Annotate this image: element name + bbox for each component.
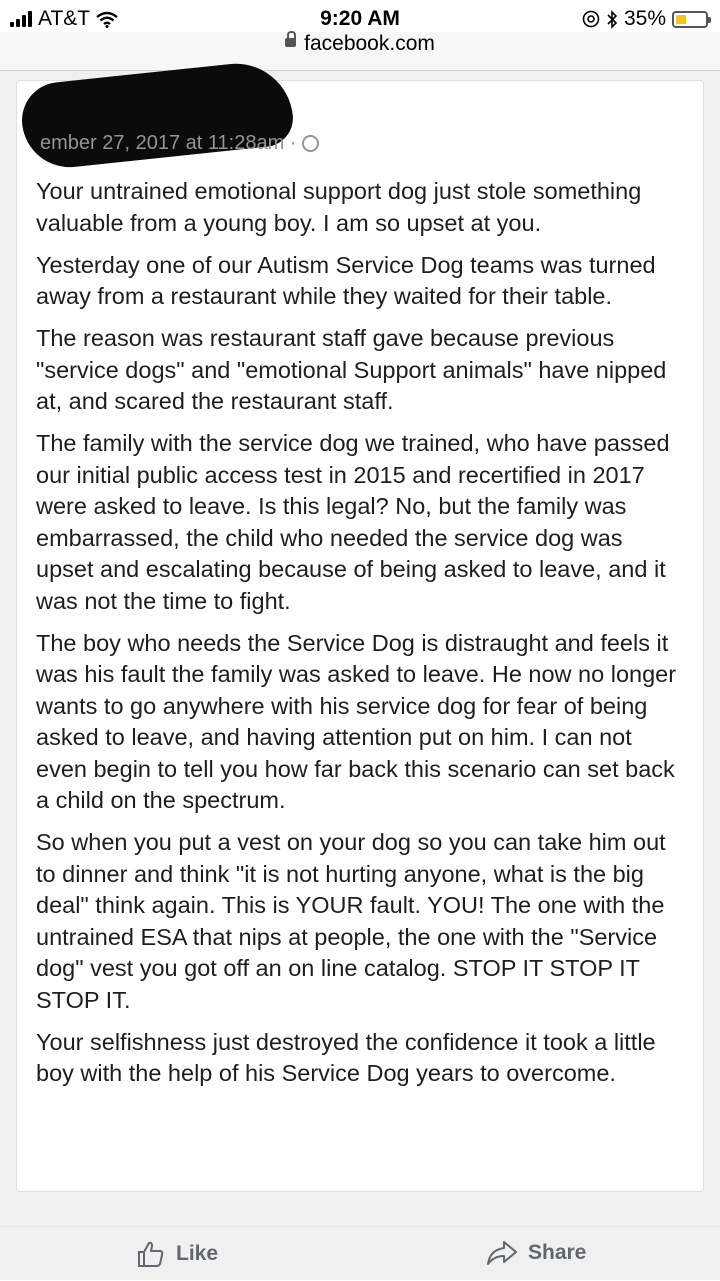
at-icon — [582, 10, 600, 28]
action-bar — [0, 1226, 720, 1281]
thumbs-up-icon — [136, 1239, 166, 1269]
status-bar — [0, 0, 720, 36]
post-paragraph: The boy who needs the Service Dog is distraught and feels it was his fault the family was asked to leave. He now no longer wants to go anywhere with his service dog for fear of being asked to leave, and having attention put on him. I can not even begin to tell you how far back this scenario can set back a child on the spectrum. — [36, 629, 677, 813]
status-right — [582, 7, 708, 31]
post-paragraph: The family with the service dog we trained, who have passed our initial public access test in 2015 and recertified in 2017 were asked to leave. Is this legal? No, but the family was embarrassed, the child who needed the service dog was upset and escalating because of being asked to leave, and it was not the time to fight. — [36, 430, 670, 614]
carrier-label: AT&T — [38, 7, 91, 30]
battery-icon — [672, 11, 708, 28]
post-timestamp[interactable] — [40, 132, 319, 155]
post-paragraph: Your untrained emotional support dog just stole something valuable from a young boy. I am so upset at you. — [36, 178, 642, 236]
bluetooth-icon — [606, 10, 618, 29]
like-button[interactable] — [136, 1239, 218, 1269]
share-arrow-icon — [486, 1239, 518, 1267]
post-paragraph: So when you put a vest on your dog so you can take him out to dinner and think "it is not hurting anyone, what is the big deal" think again. This is YOUR fault. YOU! The one with the untrained ESA that nips at people, the one with the "Service dog" vest you got off an on line catalog. STOP IT STOP IT STOP IT. — [36, 829, 666, 1013]
url-domain: facebook.com — [304, 32, 435, 55]
like-label: Like — [176, 1242, 219, 1265]
post-paragraph: Your selfishness just destroyed the confidence it took a little boy with the help of his Service Dog years to overcome. — [36, 1028, 656, 1086]
url-bar[interactable] — [0, 32, 720, 71]
share-label: Share — [528, 1241, 587, 1264]
post-body — [36, 176, 686, 1100]
timestamp-text: ember 27, 2017 at 11:28am · — [40, 132, 297, 154]
lock-icon — [285, 38, 296, 47]
battery-percent: 35% — [623, 7, 666, 30]
post-paragraph: The reason was restaurant staff gave because previous "service dogs" and "emotional Support animals" have nipped at, and scared the restaurant staff. — [36, 325, 667, 414]
post-paragraph: Yesterday one of our Autism Service Dog teams was turned away from a restaurant while they waited for their table. — [36, 251, 656, 309]
share-button[interactable] — [486, 1239, 586, 1267]
status-time: 9:20 AM — [320, 7, 400, 30]
globe-icon — [302, 135, 319, 152]
